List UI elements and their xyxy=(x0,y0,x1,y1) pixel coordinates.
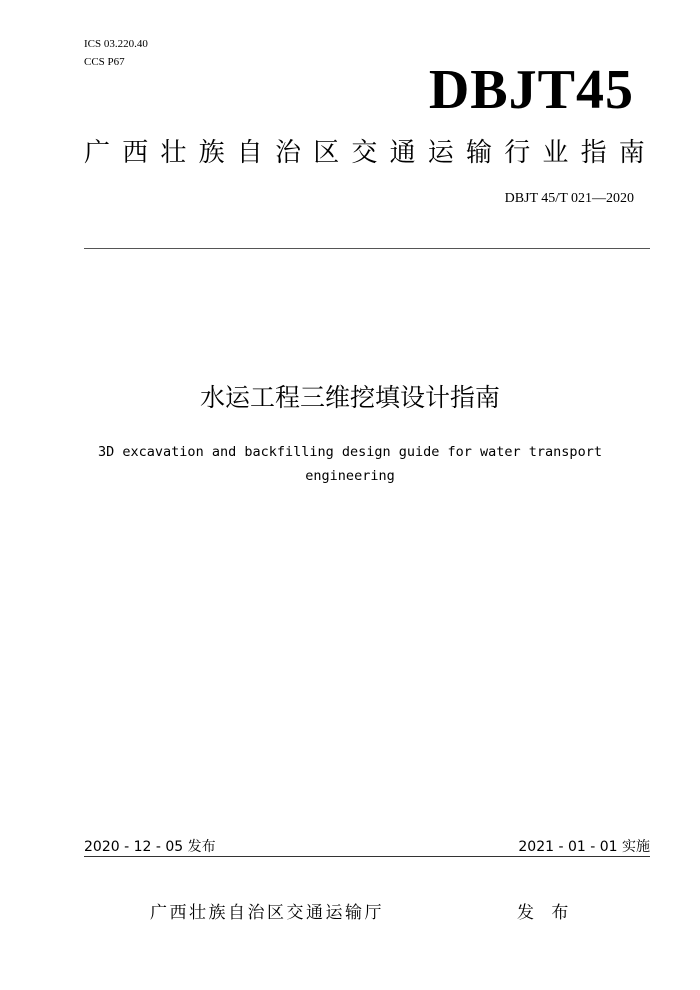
footer-divider xyxy=(84,856,650,857)
header-divider xyxy=(84,248,650,249)
document-title-chinese: 水运工程三维挖填设计指南 xyxy=(199,383,500,412)
document-number: DBJT 45/T 021—2020 xyxy=(504,191,634,206)
issue-date: 2020 - 12 - 05 发布 xyxy=(84,839,216,855)
ics-code: ICS 03.220.40 xyxy=(84,38,148,50)
issuing-authority: 广西壮族自治区交通运输厅 xyxy=(150,903,384,923)
issue-label: 发 布 xyxy=(517,903,575,923)
standard-brand: DBJT45 xyxy=(428,59,634,121)
document-title-english: 3D excavation and backfilling design guide for water transport engineering xyxy=(98,444,602,484)
ccs-code: CCS P67 xyxy=(84,56,125,68)
standard-category: 广西壮族自治区交通运输行业指南 xyxy=(84,138,658,168)
effective-date: 2021 - 01 - 01 实施 xyxy=(518,839,650,855)
